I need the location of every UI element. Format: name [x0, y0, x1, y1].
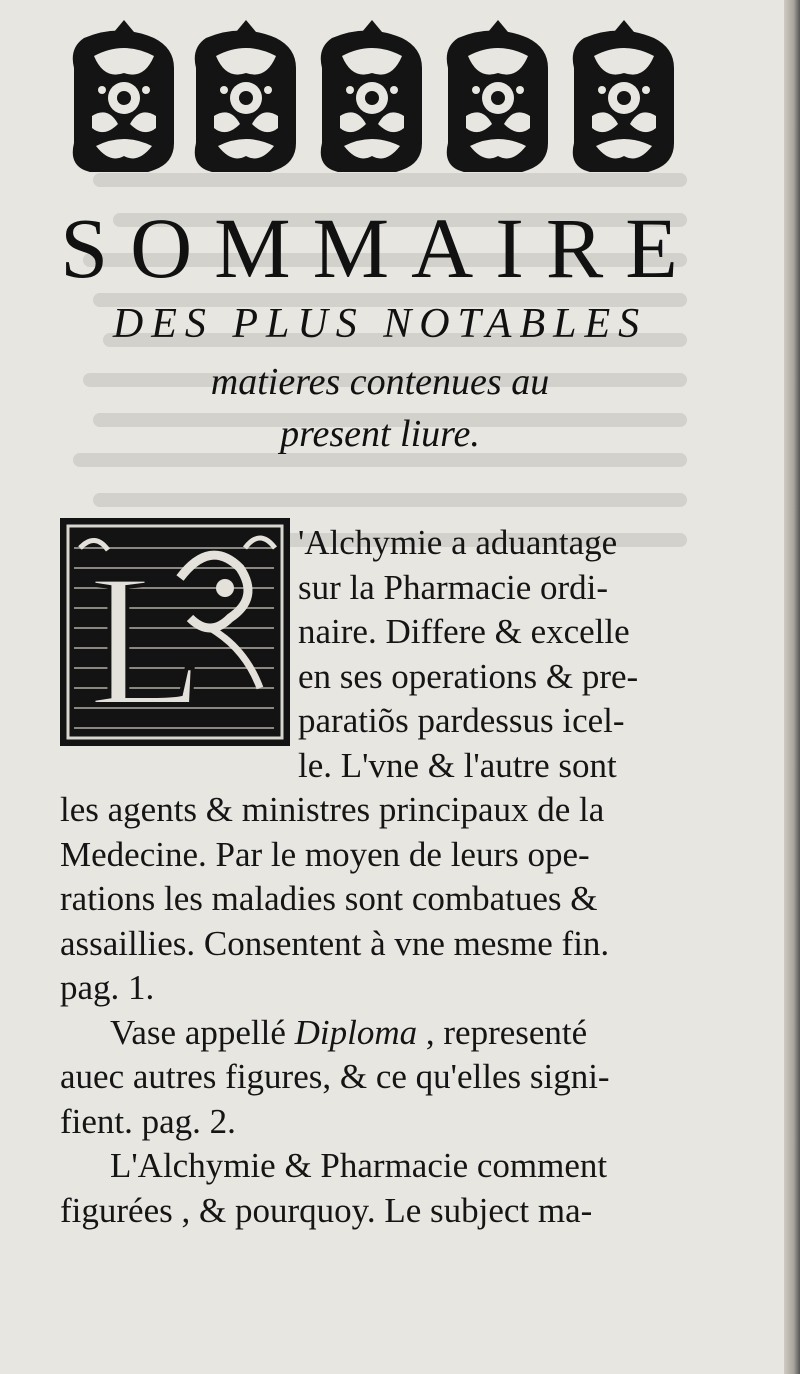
text-line: le. L'vne & l'autre sont	[298, 746, 617, 785]
text-segment: Vase appellé	[110, 1013, 295, 1052]
decorated-initial-L-icon	[60, 518, 290, 746]
text-line: les agents & ministres principaux de la	[60, 790, 605, 829]
text-line: sur la Pharmacie ordi-	[298, 568, 609, 607]
italic-term: Diploma	[294, 1013, 418, 1052]
text-line: figurées , & pourquoy. Le subject ma-	[60, 1191, 593, 1230]
text-line: Medecine. Par le moyen de leurs ope-	[60, 835, 590, 874]
page-edge	[784, 0, 800, 1374]
page-title: SOMMAIRE	[60, 200, 700, 296]
ornamental-headpiece-icon	[68, 20, 688, 172]
initial-letter: L	[88, 536, 205, 746]
text-line: 'Alchymie a aduantage	[298, 523, 618, 562]
text-line: paratiõs pardessus icel-	[298, 701, 625, 740]
text-line	[110, 1013, 587, 1053]
subtitle-line-3: present liure.	[280, 413, 480, 455]
text-segment: , representé	[417, 1013, 588, 1052]
text-line: en ses operations & pre-	[298, 657, 639, 696]
subtitle-line-2: matieres contenues au	[210, 361, 550, 403]
text-line: auec autres figures, & ce qu'elles signi-	[60, 1057, 610, 1096]
text-line: assaillies. Consentent à vne mesme fin.	[60, 924, 610, 963]
page-subtitle: DES PLUS NOTABLES	[112, 301, 648, 347]
text-line: pag. 1.	[60, 968, 155, 1007]
text-line: naire. Differe & excelle	[298, 612, 630, 651]
text-line: rations les maladies sont combatues &	[60, 879, 598, 918]
text-line: fient. pag. 2.	[60, 1102, 236, 1141]
text-line: L'Alchymie & Pharmacie comment	[110, 1146, 608, 1185]
